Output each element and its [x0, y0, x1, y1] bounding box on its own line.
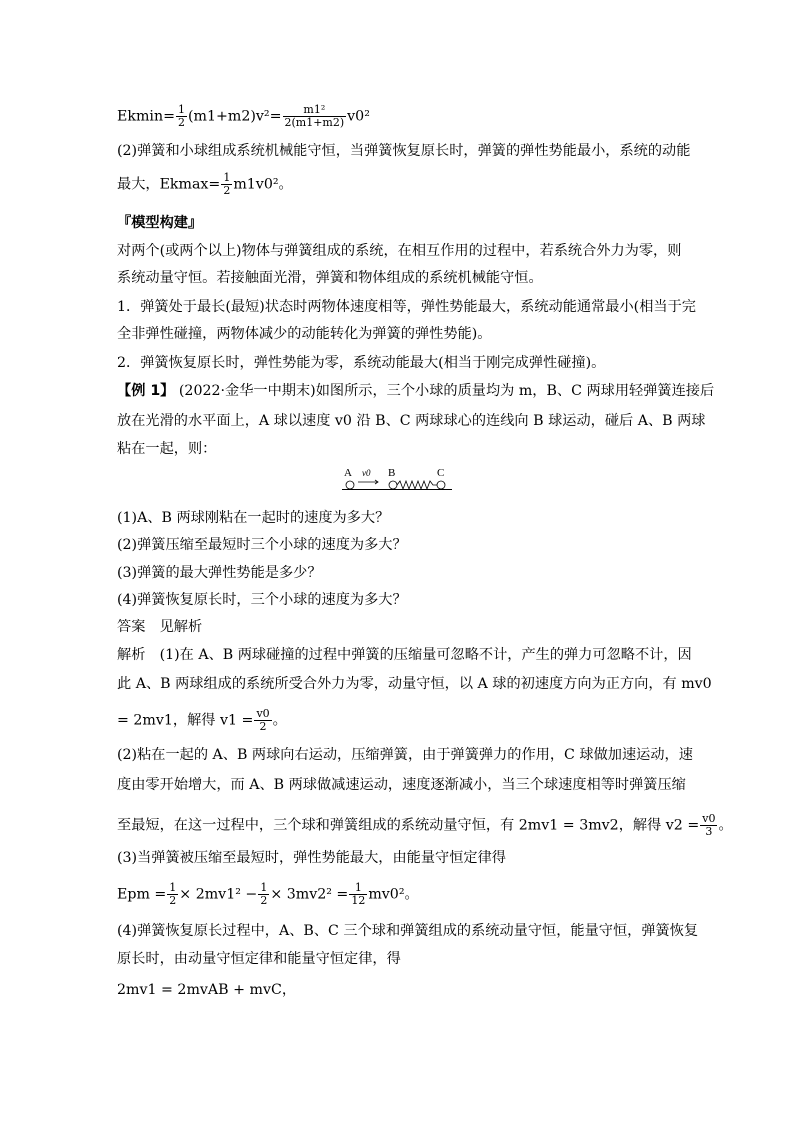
- text-line: 度由零开始增大，而 A、B 两球做减速运动，速度逐渐减小，当三个球速度相等时弹簧压缩: [117, 777, 686, 793]
- text-line: 最大，Ekmax= $\frac{1}{2}$ m1v0²。: [117, 171, 293, 197]
- ball-c: [437, 481, 445, 489]
- text-line: (2)粘在一起的 A、B 两球向右运动，压缩弹簧，由于弹簧弹力的作用，C 球做加速运动，速: [117, 747, 693, 763]
- ball-a: [346, 481, 354, 489]
- text-line: 原长时，由动量守恒定律和能量守恒定律，得: [117, 951, 401, 967]
- answer-line: 答案 见解析: [117, 619, 203, 635]
- example-intro: 【例 1】 (2022·金华一中期末)如图所示，三个小球的质量均为 m，B、C 两球用轻弹簧连接后: [117, 383, 715, 399]
- text-line: (2)弹簧和小球组成系统机械能守恒，当弹簧恢复原长时，弹簧的弹性势能最小，系统的动能: [117, 143, 691, 159]
- text-line: 放在光滑的水平面上，A 球以速度 v0 沿 B、C 两球球心的连线向 B 球运动，碰后 A、B 两球: [117, 413, 706, 429]
- text-line: (3)当弹簧被压缩至最短时，弹性势能最大，由能量守恒定律得: [117, 850, 506, 866]
- formula-momentum: 2mv1 = 2mvAB + mvC，: [117, 982, 297, 998]
- text-line: = 2mv1，解得 v1 = $\frac{v0}{2}$ 。: [117, 707, 287, 733]
- question-2: (2)弹簧压缩至最短时三个小球的速度为多大？: [117, 537, 407, 553]
- text-line: 1．弹簧处于最长(最短)状态时两物体速度相等，弹性势能最大，系统动能通常最小(相当于完: [117, 299, 696, 315]
- text-line: 此 A、B 两球组成的系统所受合外力为零，动量守恒，以 A 球的初速度方向为正方向，有 mv0: [117, 676, 712, 692]
- text-line: 至最短，在这一过程中，三个球和弹簧组成的系统动量守恒，有 2mv1 = 3mv2，解得 v2 = $\frac{v0}{3}$ 。: [117, 812, 733, 838]
- section-heading: 『模型构建』: [117, 215, 203, 231]
- balls-spring-diagram: [340, 466, 455, 496]
- spring: [397, 481, 437, 489]
- text-line: 系统动量守恒。若接触面光滑，弹簧和物体组成的系统机械能守恒。: [117, 270, 543, 286]
- example-label: 【例 1】: [117, 383, 175, 399]
- question-1: (1)A、B 两球刚粘在一起时的速度为多大？: [117, 510, 390, 526]
- text-line: 全非弹性碰撞，两物体减少的动能转化为弹簧的弹性势能)。: [117, 326, 492, 342]
- ball-b: [389, 481, 397, 489]
- text-line: 对两个(或两个以上)物体与弹簧组成的系统，在相互作用的过程中，若系统合外力为零，则: [117, 243, 682, 259]
- text-line: 粘在一起，则：: [117, 441, 217, 457]
- question-4: (4)弹簧恢复原长时，三个小球的速度为多大？: [117, 592, 407, 608]
- text-line: 2．弹簧恢复原长时，弹性势能为零，系统动能最大(相当于刚完成弹性碰撞)。: [117, 355, 606, 371]
- label-v0: v0: [362, 468, 371, 478]
- formula-ekmin: Ekmin= $\frac{1}{2}$ (m1+m2)v²= $\frac{\text{m1²}}{2(m1+m2)}$ v0²: [117, 103, 370, 129]
- label-b: B: [388, 467, 396, 479]
- label-a: A: [344, 467, 352, 479]
- formula-epm: Epm = $\frac{1}{2}$ × 2mv1² − $\frac{1}{2}$ × 3mv2² = $\frac{1}{12}$ mv0²。: [117, 881, 419, 907]
- text-line: 解析 (1)在 A、B 两球碰撞的过程中弹簧的压缩量可忽略不计，产生的弹力可忽略不计，因: [117, 647, 692, 663]
- text-line: (4)弹簧恢复原长过程中，A、B、C 三个球和弹簧组成的系统动量守恒，能量守恒，弹簧恢复: [117, 923, 699, 939]
- label-c: C: [437, 467, 445, 479]
- question-3: (3)弹簧的最大弹性势能是多少？: [117, 565, 322, 581]
